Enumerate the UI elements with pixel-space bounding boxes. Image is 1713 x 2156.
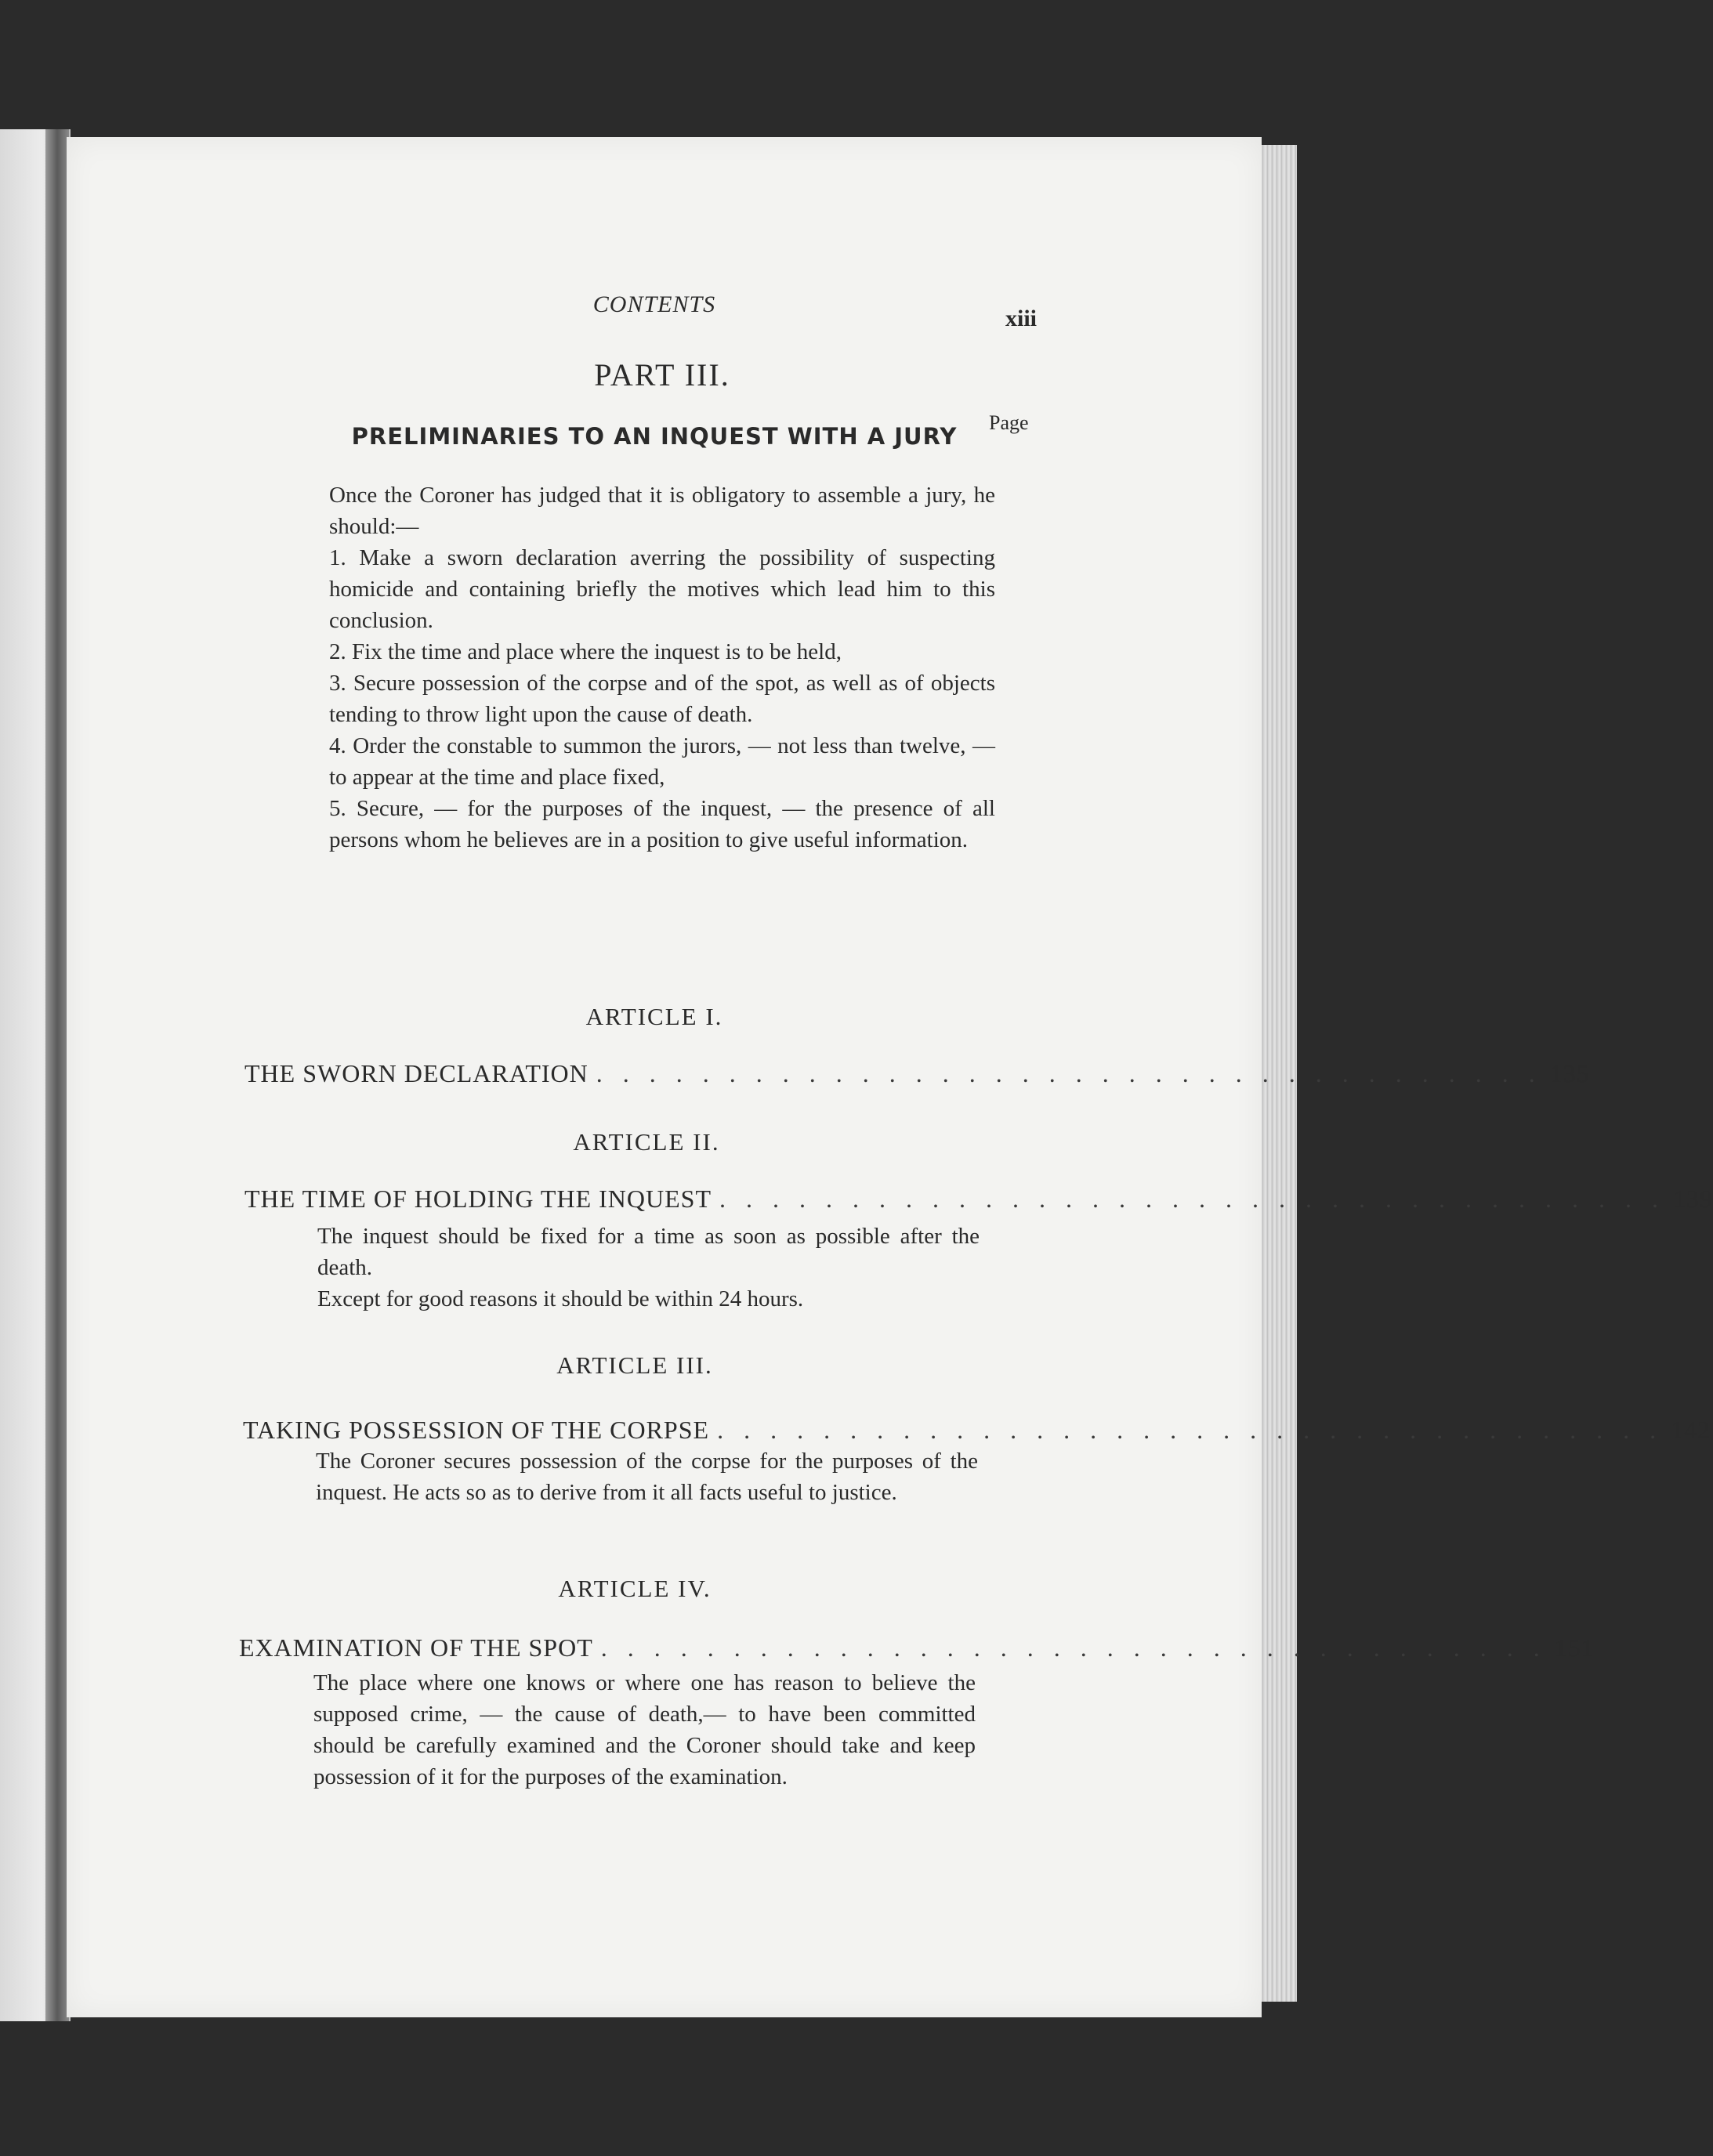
toc-entry-title: EXAMINATION OF THE SPOT — [239, 1633, 593, 1662]
toc-entry-page: 135 — [1549, 1059, 1590, 1087]
toc-entry — [239, 1633, 1595, 1662]
book-gutter — [45, 129, 69, 2021]
toc-entry-description — [317, 1221, 980, 1315]
toc-entry-title: THE TIME OF HOLDING THE INQUEST — [244, 1185, 712, 1213]
description-paragraph: The Coroner secures possession of the corpse for the purposes of the inquest. He acts so as to derive from it all facts useful to justice. — [316, 1449, 978, 1505]
intro-paragraph: 5. Secure, — for the purposes of the inquest, — the presence of all persons whom he believes are in a position to give useful information. — [329, 796, 995, 852]
toc-entry-title: TAKING POSSESSION OF THE CORPSE — [243, 1416, 710, 1444]
article-heading: ARTICLE III. — [556, 1351, 713, 1379]
dot-leader: . . . . . . . . . . . . . . . . . . . . . . . . . . . . . . . . . . . . — [600, 1633, 1547, 1662]
article-heading: ARTICLE IV. — [558, 1575, 712, 1602]
running-header-title: CONTENTS — [592, 291, 716, 317]
toc-entry — [244, 1059, 1590, 1088]
part-title: PART III. — [594, 357, 730, 392]
toc-entry-description — [316, 1445, 978, 1508]
toc-entry-page: 142 — [1671, 1416, 1711, 1444]
section-title: PRELIMINARIES TO AN INQUEST WITH A JURY — [351, 423, 958, 450]
toc-entry-description — [313, 1667, 976, 1792]
dot-leader: . . . . . . . . . . . . . . . . . . . . . . . . . . . . . . . . . . . . — [596, 1059, 1542, 1087]
page-column-label: Page — [989, 411, 1029, 434]
toc-entry — [244, 1185, 1713, 1214]
dot-leader: . . . . . . . . . . . . . . . . . . . . . . . . . . . . . . . . . . . . — [719, 1185, 1665, 1213]
intro-paragraph: 2. Fix the time and place where the inquest is to be held, — [329, 639, 842, 664]
toc-entry-title: THE SWORN DECLARATION — [244, 1059, 589, 1087]
page-number: xiii — [1005, 306, 1038, 331]
intro-text — [329, 479, 995, 856]
intro-paragraph: 4. Order the constable to summon the jurors, — not less than twelve, — to appear at the time and place fixed, — [329, 733, 995, 790]
article-heading: ARTICLE I. — [585, 1003, 723, 1030]
intro-paragraph: 3. Secure possession of the corpse and of the spot, as well as of objects tending to throw light upon the cause of death. — [329, 671, 995, 727]
description-paragraph: The inquest should be fixed for a time as soon as possible after the death. — [317, 1224, 980, 1280]
toc-entry — [243, 1416, 1711, 1445]
intro-paragraph: 1. Make a sworn declaration averring the possibility of suspecting homicide and containing briefly the motives which lead him to this conclusion. — [329, 545, 995, 633]
toc-entry-page: 139 — [1672, 1185, 1713, 1213]
dot-leader: . . . . . . . . . . . . . . . . . . . . . . . . . . . . . . . . . . . . — [717, 1416, 1664, 1444]
toc-entry-page: 151 — [1554, 1633, 1595, 1662]
article-heading: ARTICLE II. — [573, 1128, 720, 1156]
intro-paragraph: Once the Coroner has judged that it is obligatory to assemble a jury, he should:— — [329, 483, 995, 539]
description-paragraph: Except for good reasons it should be within 24 hours. — [317, 1286, 804, 1311]
description-paragraph: The place where one knows or where one has reason to believe the supposed crime, — the cause of death,— to have been committed should be carefully examined and the Coroner should take and keep possession of it for the purposes of the examination. — [313, 1670, 976, 1789]
